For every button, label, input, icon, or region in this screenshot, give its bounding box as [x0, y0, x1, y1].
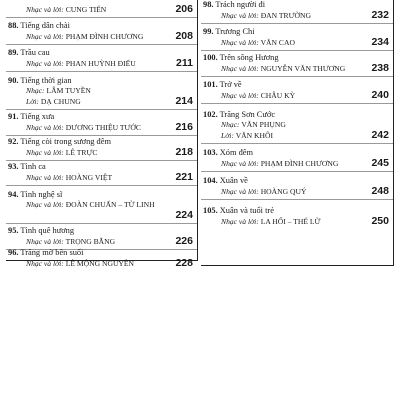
- entry-title: Tiếng còi trong sương đêm: [20, 137, 111, 146]
- toc-entry: [6, 136, 197, 161]
- credit-text: [26, 259, 134, 269]
- credit-label: Nhạc và lời:: [26, 200, 64, 209]
- page-number: 242: [371, 129, 389, 141]
- entry-title: Tình quê hương: [20, 226, 75, 235]
- credit-text: [26, 97, 81, 107]
- entry-number: 93.: [8, 162, 19, 171]
- entry-credit-line: [8, 200, 193, 210]
- entry-title: Trương Chi: [215, 27, 255, 36]
- toc-entry: [6, 250, 197, 271]
- page-number: 211: [176, 57, 193, 69]
- toc-entry: [201, 0, 393, 24]
- credit-label: Nhạc và lời:: [26, 237, 64, 246]
- entry-number: 102.: [203, 110, 218, 119]
- entry-number: 94.: [8, 190, 19, 199]
- entry-credit-line: [8, 122, 193, 133]
- page-number: 240: [371, 89, 389, 101]
- credit-names: TRỌNG BẰNG: [65, 237, 116, 246]
- entry-title: Xóm đêm: [219, 148, 254, 157]
- toc-entry: [201, 24, 393, 51]
- page-number: 250: [371, 215, 389, 227]
- entry-title: Trở về: [219, 80, 242, 89]
- page-number: 206: [175, 3, 193, 15]
- entry-title-line: [8, 226, 193, 236]
- entry-number: 89.: [8, 48, 19, 57]
- credit-label: Nhạc và lời:: [26, 173, 64, 182]
- entry-number: 92.: [8, 137, 19, 146]
- entry-credit-line: [203, 120, 389, 130]
- credit-names: PHAN HUỲNH ĐIỂU: [65, 59, 136, 68]
- entry-credit-line: [8, 258, 193, 269]
- entry-credit-line: [8, 236, 193, 247]
- credit-label: Lời:: [221, 131, 234, 140]
- credit-names: LA HỐI – THẾ LỮ: [260, 217, 321, 226]
- entry-number: 96.: [8, 248, 19, 257]
- credit-names: NGUYỄN VĂN THƯƠNG: [260, 64, 346, 73]
- credit-text: [221, 38, 295, 48]
- entry-number: 91.: [8, 112, 19, 121]
- credit-label: Nhạc và lời:: [221, 11, 259, 20]
- entry-credit-line: [203, 186, 389, 197]
- credit-label: Nhạc và lời:: [221, 159, 259, 168]
- entry-title-line: [203, 27, 389, 37]
- credit-label: Nhạc và lời:: [221, 64, 259, 73]
- entry-title-line: [203, 0, 389, 10]
- credit-label: Lời:: [26, 97, 39, 106]
- entry-title-line: [8, 112, 193, 122]
- entry-title: Trầu cau: [20, 48, 50, 57]
- credit-text: [221, 120, 286, 130]
- toc-entry: [201, 104, 393, 144]
- page-number: 214: [175, 95, 193, 107]
- entry-title-line: [8, 21, 193, 31]
- entry-credit-line: [8, 58, 193, 69]
- entry-credit-line: [203, 158, 389, 169]
- credit-names: CUNG TIẾN: [65, 5, 107, 14]
- credit-names: DƯƠNG THIỆU TƯỚC: [65, 123, 141, 132]
- entry-credit-line: [8, 4, 193, 15]
- entry-title: Trên sông Hương: [219, 53, 279, 62]
- page-number: 232: [371, 9, 389, 21]
- credit-names: PHẠM ĐÌNH CHƯƠNG: [260, 159, 339, 168]
- credit-text: [26, 123, 141, 133]
- page-number: 221: [175, 171, 193, 183]
- credit-names: PHẠM ĐÌNH CHƯƠNG: [65, 32, 144, 41]
- entry-credit-line: [203, 37, 389, 48]
- entry-credit-line: [203, 63, 389, 74]
- credit-text: [221, 217, 320, 227]
- page-number: 228: [175, 257, 193, 269]
- entry-title: Trăng mờ bên suối: [20, 248, 84, 257]
- entry-title: Tiếng dân chài: [20, 21, 70, 30]
- toc-entry: [6, 110, 197, 136]
- entry-number: 90.: [8, 76, 19, 85]
- credit-text: [26, 32, 143, 42]
- credit-text: [221, 11, 311, 21]
- credit-label: Nhạc và lời:: [221, 38, 259, 47]
- entry-number: 99.: [203, 27, 214, 36]
- page-number: 218: [175, 146, 193, 158]
- credit-text: [26, 200, 155, 210]
- entry-number: 104.: [203, 176, 218, 185]
- entry-credit-line: [8, 147, 193, 158]
- credit-text: [221, 131, 273, 141]
- entry-credit-line: [8, 31, 193, 42]
- credit-label: Nhạc và lời:: [26, 148, 64, 157]
- entry-title: Trăng Sơn Cước: [219, 110, 276, 119]
- credit-label: Nhạc:: [26, 86, 45, 95]
- entry-title-line: [8, 48, 193, 58]
- entry-credit-line: [203, 216, 389, 227]
- entry-title: Xuân về: [219, 176, 248, 185]
- entry-title: Trách người đi: [215, 0, 266, 9]
- credit-text: [221, 187, 306, 197]
- entry-number: 98.: [203, 0, 214, 9]
- credit-text: [26, 237, 115, 247]
- entry-credit-line: [203, 90, 389, 101]
- credit-names: ĐAN TRƯỜNG: [260, 11, 311, 20]
- entry-title-line: [203, 110, 389, 120]
- toc-entry: [6, 161, 197, 186]
- credit-label: Nhạc và lời:: [221, 187, 259, 196]
- entry-title-line: [203, 206, 389, 216]
- entry-credit-line: [203, 130, 389, 141]
- entry-number: 105.: [203, 206, 218, 215]
- toc-entry: [6, 72, 197, 110]
- credit-text: [221, 91, 295, 101]
- page-number: 238: [371, 62, 389, 74]
- entry-title: Tình ca: [20, 162, 46, 171]
- credit-label: Nhạc và lời:: [26, 5, 64, 14]
- page-number: 245: [371, 157, 389, 169]
- entry-title-line: [203, 80, 389, 90]
- credit-names: ĐOÀN CHUẨN – TỪ LINH: [65, 200, 155, 209]
- toc-entry: [201, 200, 393, 229]
- credit-text: [26, 5, 106, 15]
- entry-number: 88.: [8, 21, 19, 30]
- entry-title: Tình nghệ sĩ: [20, 190, 63, 199]
- toc-column-left: [6, 0, 198, 269]
- toc-entry: [201, 77, 393, 104]
- credit-text: [26, 59, 136, 69]
- page-number: 234: [371, 36, 389, 48]
- credit-text: [26, 173, 112, 183]
- toc-entry: [6, 224, 197, 250]
- entry-number: 95.: [8, 226, 19, 235]
- credit-label: Nhạc và lời:: [26, 259, 64, 268]
- page-number: 248: [371, 185, 389, 197]
- entry-number: 103.: [203, 148, 218, 157]
- credit-names: LÊ TRỰC: [65, 148, 98, 157]
- toc-column-right: [201, 0, 394, 266]
- credit-names: CHÂU KỲ: [260, 91, 296, 100]
- credit-label: Nhạc:: [221, 120, 240, 129]
- page-number: 208: [175, 30, 193, 42]
- credit-label: Nhạc và lời:: [26, 32, 64, 41]
- entry-title: Tiếng thời gian: [20, 76, 72, 85]
- credit-text: [221, 64, 345, 74]
- entry-title: Xuân và tuổi trẻ: [219, 206, 274, 215]
- credit-names: VĂN CAO: [260, 38, 295, 47]
- credit-label: Nhạc và lời:: [221, 217, 259, 226]
- credit-label: Nhạc và lời:: [221, 91, 259, 100]
- page-number: 216: [175, 121, 193, 133]
- page-number: 224: [175, 209, 193, 221]
- entry-credit-line: [8, 86, 193, 96]
- credit-names: DẠ CHUNG: [40, 97, 81, 106]
- entry-credit-line: [8, 172, 193, 183]
- entry-title-line: [203, 176, 389, 186]
- credit-names: LÂM TUYỀN: [46, 86, 91, 95]
- toc-entry: [6, 45, 197, 72]
- entry-title: Tiếng xưa: [20, 112, 55, 121]
- credit-names: HOÀNG VIỆT: [65, 173, 113, 182]
- toc-entry: [6, 186, 197, 224]
- credit-names: VĂN PHỤNG: [241, 120, 286, 129]
- entry-title-line: [8, 190, 193, 200]
- entry-credit-line: [8, 96, 193, 107]
- toc-entry: [6, 0, 197, 18]
- entry-number: 100.: [203, 53, 218, 62]
- toc-entry: [6, 18, 197, 45]
- entry-number: 101.: [203, 80, 218, 89]
- credit-label: Nhạc và lời:: [26, 123, 64, 132]
- credit-names: HOÀNG QUÝ: [260, 187, 307, 196]
- credit-names: LÊ MỘNG NGUYÊN: [65, 259, 135, 268]
- entry-title-line: [8, 76, 193, 86]
- entry-credit-line: [203, 10, 389, 21]
- credit-text: [26, 86, 91, 96]
- entry-title-line: [203, 148, 389, 158]
- toc-entry: [201, 144, 393, 172]
- credit-text: [221, 159, 338, 169]
- entry-title-line: [8, 137, 193, 147]
- entry-title-line: [203, 53, 389, 63]
- entry-title-line: [8, 248, 193, 258]
- credit-names: VĂN KHÔI: [235, 131, 274, 140]
- credit-label: Nhạc và lời:: [26, 59, 64, 68]
- credit-text: [26, 148, 97, 158]
- toc-entry: [201, 51, 393, 77]
- entry-title-line: [8, 162, 193, 172]
- page-number: 226: [175, 235, 193, 247]
- toc-entry: [201, 172, 393, 200]
